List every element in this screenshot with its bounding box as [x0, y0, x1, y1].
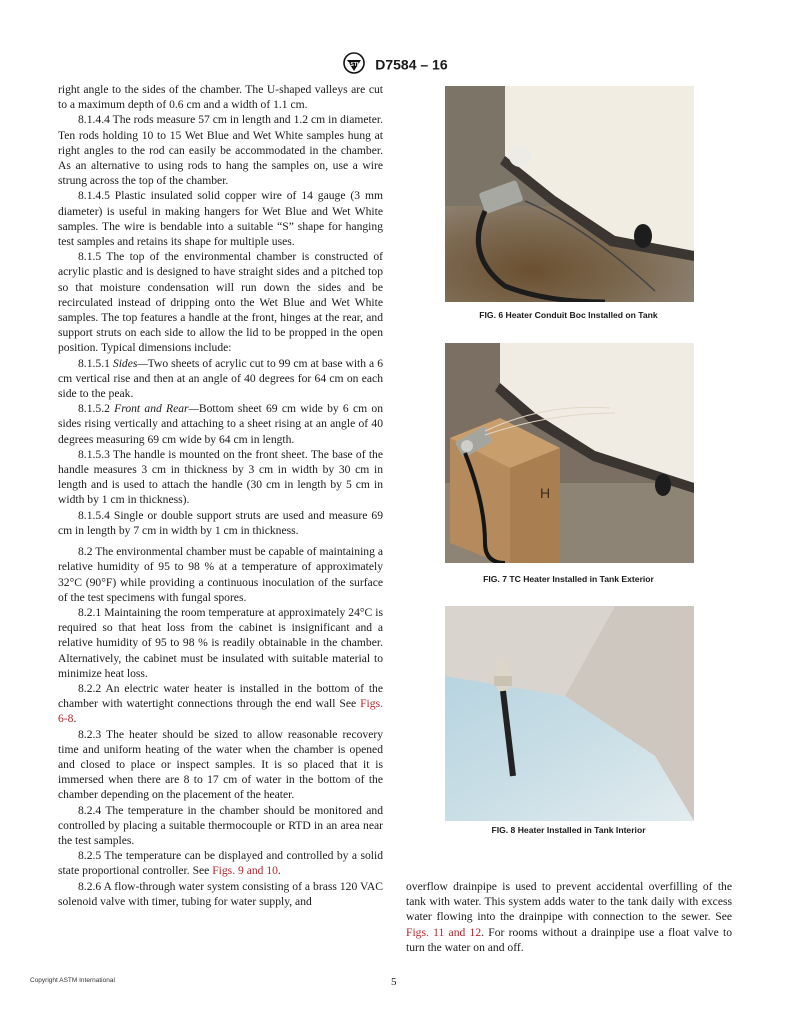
paragraph: 8.1.4.4 The rods measure 57 cm in length and 1.2 cm in diameter. Ten rods holding 10 to 15 Wet Blue and Wet White samples hung at right angles to the rod can easily be accommodated in the chamber. As an alternative to using rods to hang the samples on, use a wire strung across the top of the chamber.	[58, 113, 383, 188]
paragraph: 8.1.5.4 Single or double support struts are used and measure 69 cm in length by 7 cm in width by 1 cm in thickness.	[58, 508, 383, 537]
document-designation: D7584 – 16	[375, 56, 448, 73]
paragraph-8-2-5: 8.2.5 The temperature can be displayed and controlled by a solid state proportional controller. See Figs. 9 and 10.	[58, 849, 383, 878]
figure-7-caption: FIG. 7 TC Heater Installed in Tank Exterior	[483, 574, 654, 584]
right-column	[406, 879, 732, 955]
paragraph-8-1-5-1: 8.1.5.1 Sides—Two sheets of acrylic cut to 99 cm at base with a 6 cm vertical rise and then at an angle of 40 degrees for 64 cm on each side to the peak.	[58, 356, 383, 401]
figs-6-8-link[interactable]: Figs. 6-8	[58, 697, 383, 726]
paragraph: 8.2.4 The temperature in the chamber should be monitored and controlled by placing a suitable thermocouple or RTD in an area near the test samples.	[58, 803, 383, 847]
astm-logo-icon	[343, 52, 365, 77]
paragraph: 8.1.5.3 The handle is mounted on the front sheet. The base of the handle measures 3 cm in thickness by 3 cm in width by 30 cm in length and is used to attach the handle (30 cm in length by 5 cm in width by 1 cm in thickness).	[58, 447, 383, 507]
copyright-notice: Copyright ASTM International	[30, 977, 115, 984]
paragraph: 8.1.4.5 Plastic insulated solid copper wire of 14 gauge (3 mm diameter) is useful in making hangers for Wet Blue and Wet White samples. The wire is bendable into a suitable “S” shape for hanging test samples and retains its shape for multiple uses.	[58, 189, 383, 249]
figure-7-photo	[445, 343, 694, 563]
paragraph: 8.2 The environmental chamber must be capable of maintaining a relative humidity of 95 to 98 % at a temperature of approximately 32°C (90°F) while providing a continuous inoculation of the surface of the test specimens with fungal spores.	[58, 545, 383, 604]
paragraph: 8.2.1 Maintaining the room temperature at approximately 24°C is required so that heat loss from the cabinet is insignificant and a relative humidity of 95 to 98 % is readily obtainable in the chamber. Alternatively, the cabinet must be insulated with suitable material to minimize heat loss.	[58, 605, 383, 680]
figure-6-caption: FIG. 6 Heater Conduit Boc Installed on Tank	[479, 310, 658, 320]
svg-text:ASTM: ASTM	[347, 62, 362, 68]
page-header	[0, 52, 791, 77]
svg-text:H: H	[540, 485, 551, 501]
paragraph-8-2-2: 8.2.2 An electric water heater is installed in the bottom of the chamber with watertight connections through the end wall See Figs. 6-8.	[58, 681, 383, 726]
paragraph-continuation: overflow drainpipe is used to prevent accidental overfilling of the tank with water. This system adds water to the tank daily with excess water flowing into the drainpipe with connection to the sewer. See Figs. 11 and 12. For rooms without a drainpipe use a float valve to turn the water on and off.	[406, 880, 732, 954]
left-column	[58, 82, 383, 909]
paragraph: 8.2.3 The heater should be sized to allow reasonable recovery time and uniform heating of the water when the chamber is opened and closed to place or inspect samples. It is so placed that it is immersed when there are 8 to 17 cm of water in the bottom of the chamber depending on the placement of the heater.	[58, 727, 383, 802]
figs-9-10-link[interactable]: Figs. 9 and 10	[212, 864, 278, 878]
paragraph: right angle to the sides of the chamber. The U-shaped valleys are cut to a maximum depth of 0.6 cm and a width of 1.1 cm.	[58, 83, 383, 112]
figure-8-caption: FIG. 8 Heater Installed in Tank Interior	[491, 825, 646, 835]
paragraph: 8.1.5 The top of the environmental chamber is constructed of acrylic plastic and is designed to have straight sides and a pitched top so that moisture condensation will run down the sides and be recirculated instead of dripping onto the Wet Blue and Wet White samples. The top features a handle at the front, hinges at the rear, and support struts on each side to allow the lid to be propped in the open position. Typical dimensions include:	[58, 250, 383, 355]
page-number: 5	[391, 976, 397, 988]
paragraph: 8.2.6 A flow-through water system consisting of a brass 120 VAC solenoid valve with timer, tubing for water supply, and	[58, 879, 383, 908]
figs-11-12-link[interactable]: Figs. 11 and 12	[406, 925, 482, 939]
paragraph-8-1-5-2: 8.1.5.2 Front and Rear—Bottom sheet 69 cm wide by 6 cm on sides rising vertically and attaching to a sheet rising at an angle of 40 degrees measuring 69 cm wide by 64 cm in length.	[58, 402, 383, 446]
figure-8-photo	[445, 606, 694, 821]
figure-6-photo	[445, 86, 694, 302]
